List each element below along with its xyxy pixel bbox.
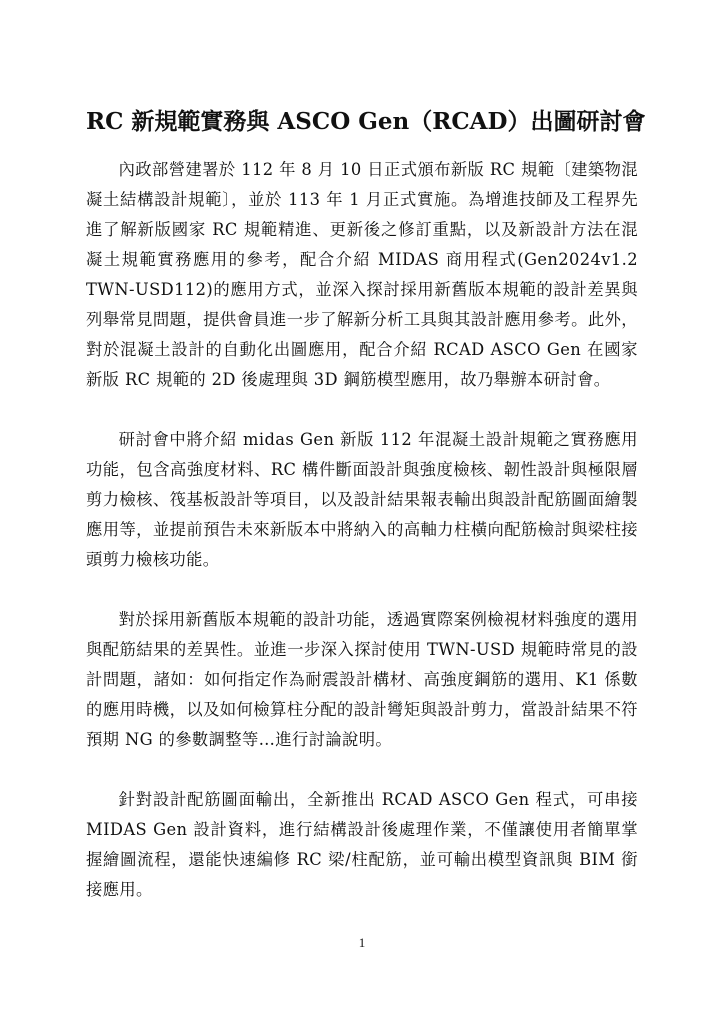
paragraph-design-comparison: 對於採用新舊版本規範的設計功能，透過實際案例檢視材料強度的選用與配筋結果的差異性。並進一步深入探討使用 TWN-USD 規範時常見的設計問題，諸如：如何指定作為耐震設計構材、高強度鋼筋的選用、K1 係數的應用時機，以及如何檢算柱分配的設計彎矩與設計剪力，當設計結果不符預期 NG 的參數調整等…進行討論說明。 bbox=[86, 610, 638, 749]
paragraph-rcad-output: 針對設計配筋圖面輸出，全新推出 RCAD ASCO Gen 程式，可串接 MIDAS Gen 設計資料，進行結構設計後處理作業，不僅讓使用者簡單掌握繪圖流程，還能快速編修 RC 梁/柱配筋，並可輸出模型資訊與 BIM 銜接應用。 bbox=[86, 790, 638, 899]
document-body bbox=[86, 155, 638, 935]
paragraph-seminar-content: 研討會中將介紹 midas Gen 新版 112 年混凝土設計規範之實務應用功能，包含高強度材料、RC 構件斷面設計與強度檢核、韌性設計與極限層剪力檢核、筏基板設計等項目，以及設計結果報表輸出與設計配筋圖面繪製應用等，並提前預告未來新版本中將納入的高軸力柱橫向配筋檢討與梁柱接頭剪力檢核功能。 bbox=[86, 430, 638, 569]
paragraph-intro: 內政部營建署於 112 年 8 月 10 日正式頒布新版 RC 規範〔建築物混凝土結構設計規範〕，並於 113 年 1 月正式實施。為增進技師及工程界先進了解新版國家 RC 規範精進、更新後之修訂重點，以及新設計方法在混凝土規範實務應用的參考，配合介紹 MIDAS 商用程式(Gen2024v1.2 TWN-USD112)的應用方式，並深入探討採用新舊版本規範的設計差異與列舉常見問題，提供會員進一步了解新分析工具與其設計應用參考。此外，對於混凝土設計的自動化出圖應用，配合介紹 RCAD ASCO Gen 在國家新版 RC 規範的 2D 後處理與 3D 鋼筋模型應用，故乃舉辦本研討會。 bbox=[86, 160, 638, 389]
page-title: RC 新規範實務與 ASCO Gen（RCAD）出圖研討會 bbox=[86, 108, 646, 135]
page-number: 1 bbox=[358, 935, 366, 950]
